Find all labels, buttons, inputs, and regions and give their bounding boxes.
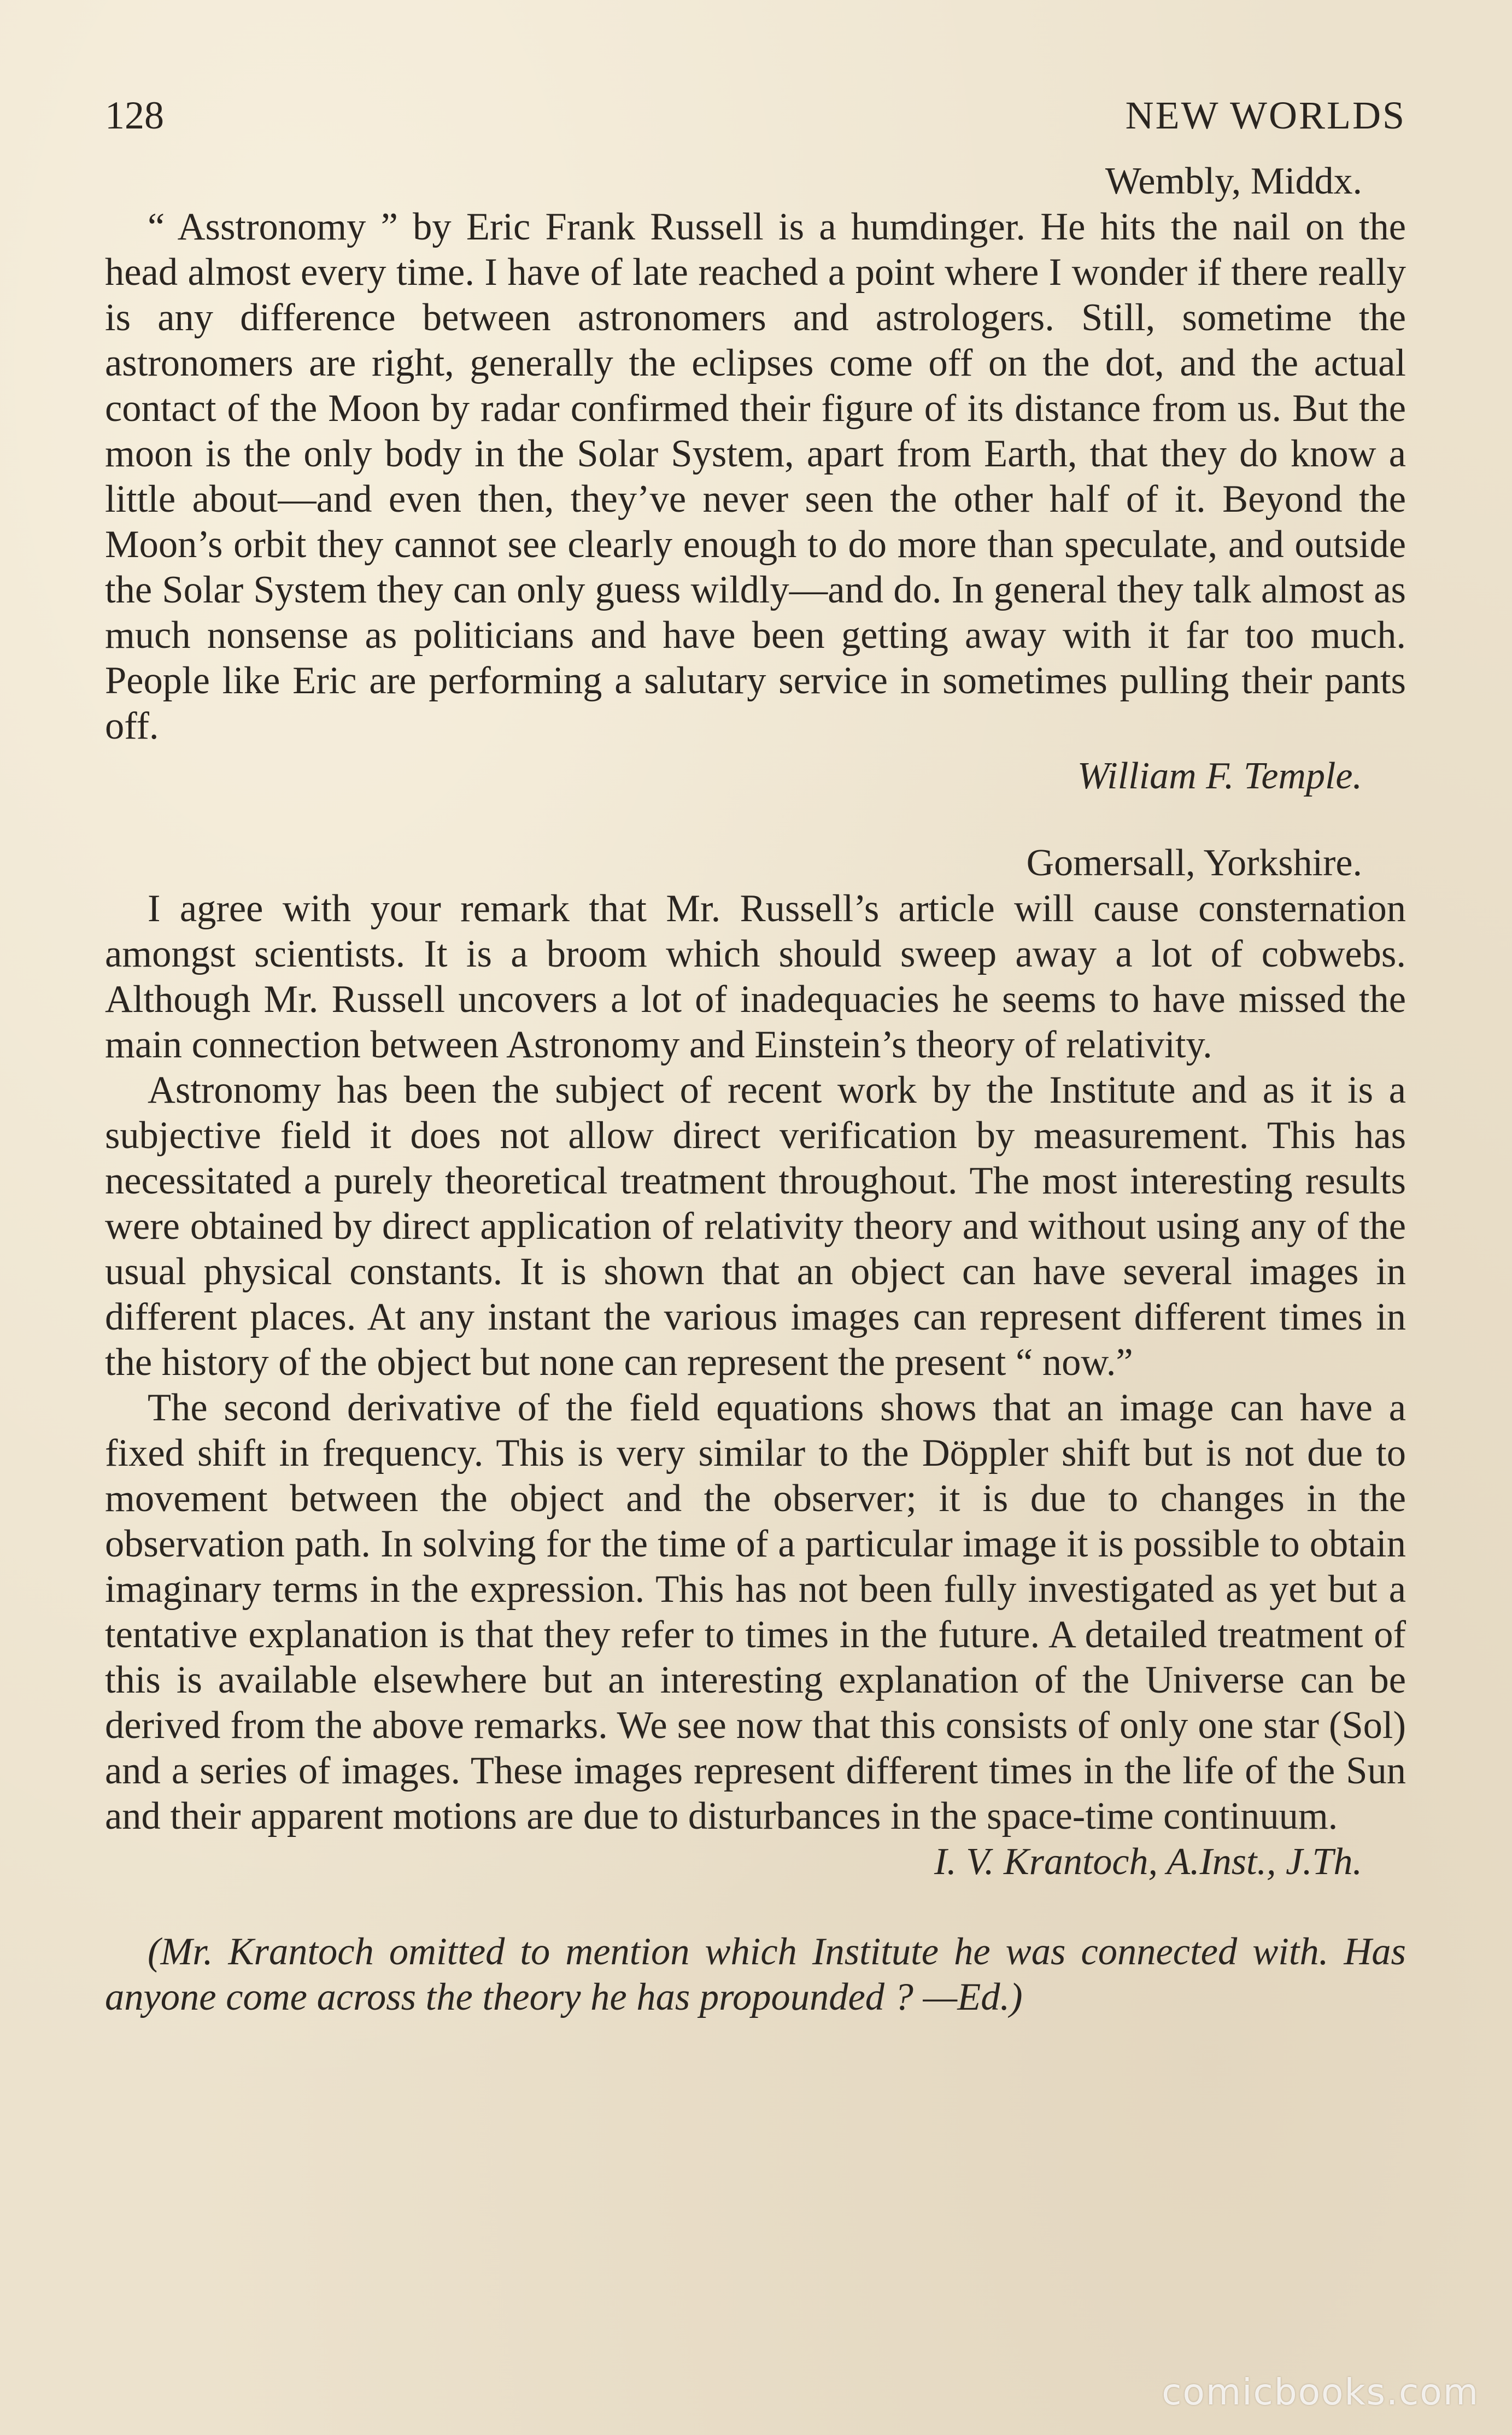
letter-location: Gomersall, Yorkshire. xyxy=(1026,842,1362,884)
letter-paragraph: “ Asstronomy ” by Eric Frank Russell is a humdinger. He hits the nail on the head almost every time. I have of late reached a point where I wonder if there really is any difference between astronomers and astrologers. Still, sometime the astronomers are right, generally the eclipses come off on the dot, and the actual contact of the Moon by radar confirmed their figure of its distance from us. But the moon is the only body in the Solar System, apart from Earth, that they do know a little about—and even then, they’ve never seen the other half of it. Beyond the Moon’s orbit they cannot see clearly enough to do more than speculate, and outside the Solar System they can only guess wildly—and do. In general they talk almost as much nonsense as politicians and have been getting away with it far too much. People like Eric are performing a salutary service in sometimes pulling their pants off. xyxy=(105,206,1406,747)
letter-paragraph: Astronomy has been the subject of recent work by the Institute and as it is a subjective field it does not allow direct verification by measurement. This has necessitated a purely theoretical treatment throughout. The most interesting results were obtained by direct application of relativity theory and without using any of the usual physical constants. It is shown that an object can have several images in different places. At any instant the various images can represent different times in the history of the object but none can represent the present “ now.” xyxy=(105,1069,1406,1384)
running-head xyxy=(105,93,1406,159)
letter-location: Wembly, Middx. xyxy=(1105,160,1362,202)
watermark: comicbooks.com xyxy=(1162,2371,1479,2413)
page-number: 128 xyxy=(105,93,164,137)
running-title: NEW WORLDS xyxy=(1125,93,1406,137)
letter-paragraph: The second derivative of the field equations shows that an image can have a fixed shift in frequency. This is very similar to the Döppler shift but is not due to movement between the object and the observer; it is due to changes in the observation path. In solving for the time of a particular image it is possible to obtain imaginary terms in the expression. This has not been fully investigated as yet but a tentative explanation is that they refer to times in the future. A detailed treatment of this is available elsewhere but an interesting explanation of the Universe can be derived from the above remarks. We see now that this consists of only one star (Sol) and a series of images. These images represent different times in the life of the Sun and their apparent motions are due to disturbances in the space-time continuum. xyxy=(105,1386,1406,1837)
letter-krantoch xyxy=(105,840,1406,1884)
letter-signature: I. V. Krantoch, A.Inst., J.Th. xyxy=(934,1841,1362,1883)
letter-temple xyxy=(105,159,1406,799)
letter-paragraph: I agree with your remark that Mr. Russell’s article will cause consternation amongst scientists. It is a broom which should sweep away a lot of cobwebs. Although Mr. Russell uncovers a lot of inadequacies he seems to have missed the main connection between Astronomy and Einstein’s theory of relativity. xyxy=(105,887,1406,1066)
magazine-page xyxy=(105,93,1406,2020)
editor-note: (Mr. Krantoch omitted to mention which Institute he was connected with. Has anyone come across the theory he has propounded ? —Ed.) xyxy=(105,1930,1406,2018)
letter-signature: William F. Temple. xyxy=(1077,755,1362,797)
